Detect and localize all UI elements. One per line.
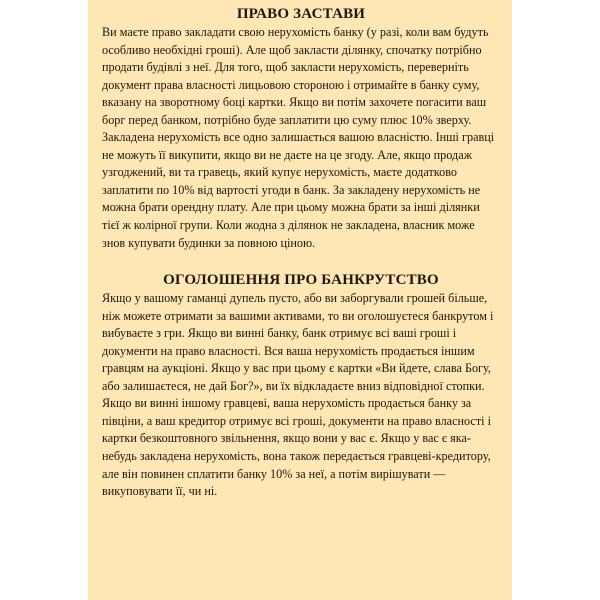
rules-page bbox=[88, 0, 512, 600]
bankruptcy-text: Якщо у вашому гаманці дупель пусто, або ви заборгували грошей більше, ніж можете отримати за вашими активами, то ви оголошуєтеся банкрутом і вибуваєте з гри. Якщо ви винні банку, банк отримує всі ваші гроші і документи на право власності. Вся ваша нерухомість продається іншим гравцям на аукціоні. Якщо у вас при цьому є картки «Ви йдете, слава Богу, або залишаєтеся, не дай Бог?», ви їх відкладаєте вниз відповідної стопки. Якщо ви винні іншому гравцеві, ваша нерухомість продається банку за півціни, а ваш кредитор отримує всі гроші, документи на право власності і картки безкоштовного звільнення, якщо вони у вас є. Якщо у вас є яка-небудь закладена нерухомість, вона також передається гравцеві-кредитору, але він повинен сплатити банку 10% за неї, а потім вирішувати — викуповувати її, чи ні. bbox=[102, 291, 494, 499]
bankruptcy-section bbox=[102, 270, 500, 501]
bankruptcy-heading: ОГОЛОШЕННЯ ПРО БАНКРУТСТВО bbox=[163, 272, 439, 289]
mortgage-section bbox=[102, 4, 500, 252]
mortgage-text: Ви маєте право закладати свою нерухомість банку (у разі, коли вам будуть особливо необхідні гроші). Але щоб закласти ділянку, спочатку потрібно продати будівлі з неї. Для того, щоб закласти нерухомість, переверніть документ права власності лицьовою стороною і отримайте в банку суму, вказану на зворотному боці картки. Якщо ви потім захочете погасити ваш борг перед банком, потрібно буде заплатити цю суму плюс 10% зверху. Закладена нерухомість все одно залишається вашою власністю. Інші гравці не можуть її викупити, якщо ви не даєте на це згоду. Але, якщо продаж узгоджений, ви та гравець, який купує нерухомість, маєте додатково заплатити по 10% від вартості угоди в банк. За закладену нерухомість не можна брати орендну плату. Але при цьому можна брати за інші ділянки тієї ж колірної групи. Коли жодна з ділянок не закладена, власник може знов купувати будинки за повною ціною. bbox=[102, 25, 495, 250]
mortgage-heading: ПРАВО ЗАСТАВИ bbox=[236, 6, 366, 22]
